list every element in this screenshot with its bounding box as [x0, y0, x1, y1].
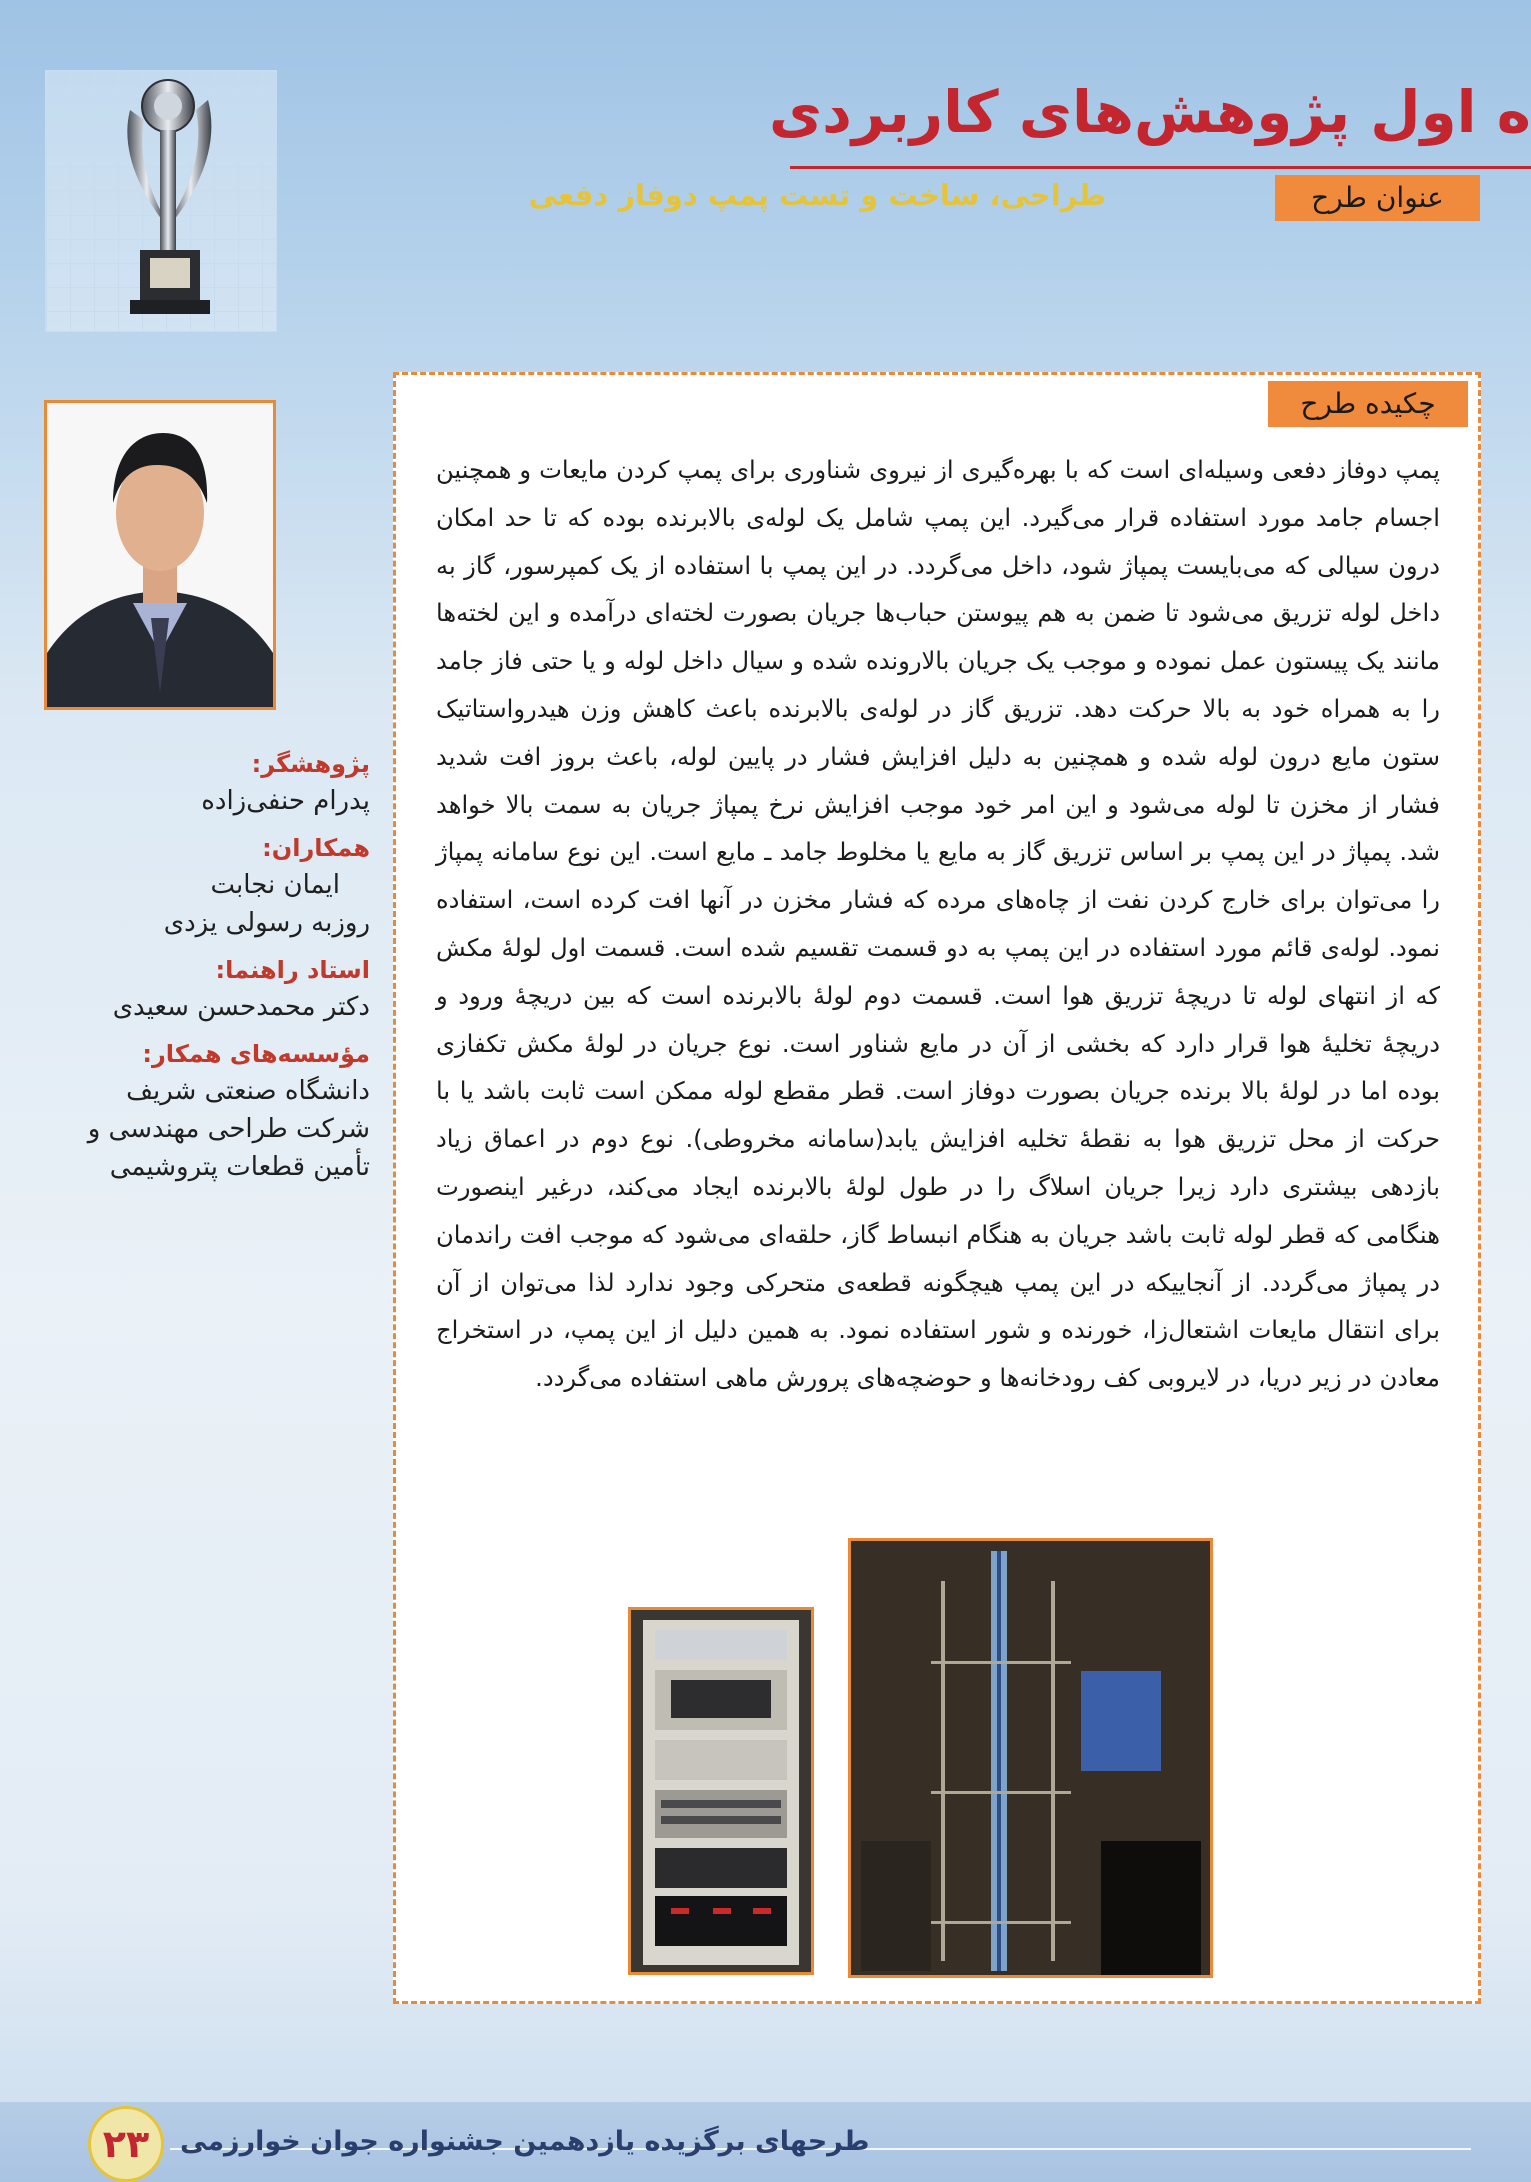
researcher-photo	[44, 400, 276, 710]
institution-name: دانشگاه صنعتی شریف	[126, 1076, 370, 1106]
pump-test-rig-photo	[848, 1538, 1213, 1978]
abstract-label: چکیده طرح	[1268, 381, 1468, 427]
institution-name: شرکت طراحی مهندسی و	[87, 1114, 370, 1144]
advisor-name: دکتر محمدحسن سعیدی	[112, 992, 370, 1022]
collaborator-name: روزبه رسولی یزدی	[163, 908, 370, 938]
institution-name: تأمین قطعات پتروشیمی	[109, 1152, 370, 1182]
page-heading: ه اول پژوهش‌های کاربردی	[768, 78, 1531, 146]
advisor-label: استاد راهنما:	[215, 956, 370, 984]
researcher-name: پدرام حنفی‌زاده	[201, 786, 370, 816]
researcher-block	[40, 750, 370, 820]
institutions-label: مؤسسه‌های همکار:	[142, 1040, 370, 1068]
project-title: طراحی، ساخت و تست پمپ دوفاز دفعی	[528, 178, 1106, 212]
collaborators-block	[40, 834, 370, 942]
institutions-block	[40, 1040, 370, 1186]
control-cabinet-photo	[628, 1607, 814, 1975]
researcher-label: پژوهشگر:	[251, 750, 370, 778]
footer-title: طرحهای برگزیده یازدهمین جشنواره جوان خوارزمی	[180, 2126, 870, 2157]
advisor-block	[40, 956, 370, 1026]
collaborator-name: ایمان نجابت	[210, 870, 340, 900]
collaborators-label: همکاران:	[262, 834, 370, 862]
page-number: ۲۳	[88, 2106, 164, 2182]
heading-rule	[790, 166, 1531, 169]
project-title-label: عنوان طرح	[1275, 175, 1480, 221]
trophy-icon	[100, 70, 240, 335]
abstract-text: پمپ دوفاز دفعی وسیله‌ای است که با بهره‌گیری از نیروی شناوری برای پمپ کردن مایعات و همچنین اجسام جامد مورد استفاده قرار می‌گیرد. این پمپ شامل یک لوله‌ی بالابرنده بوده که تا حد امکان درون سیالی که می‌بایست پمپاژ شود، داخل می‌گردد. در این پمپ با استفاده از یک کمپرسور، گاز به داخل لوله تزریق می‌شود تا ضمن به هم پیوستن حباب‌ها جریان بصورت لخته‌ای درآمده و این لخته‌ها مانند یک پیستون عمل نموده و موجب یک جریان بالارونده شده و سیال داخل لوله و یا حتی فاز جامد را به همراه خود به بالا حرکت دهد. تزریق گاز در لوله‌ی بالابرنده باعث کاهش وزن هیدرواستاتیک ستون مایع درون لوله شده و همچنین به دلیل افزایش فشار در پایین لوله، باعث بروز افت شدید فشار از مخزن تا لوله می‌شود و این امر خود موجب افزایش نرخ پمپاژ جریان به سمت بالا خواهد شد. پمپاژ در این پمپ بر اساس تزریق گاز به مایع یا مخلوط جامد ـ مایع است. این نوع سامانه پمپاژ را می‌توان برای خارج کردن نفت از چاه‌های مرده که فشار مخزن در آنها افت کرده است، استفاده نمود. لوله‌ی قائم مورد استفاده در این پمپ به دو قسمت تقسیم شده است. قسمت اول لولهٔ مکش که از انتهای لوله تا دریچهٔ تزریق هوا است. قسمت دوم لولهٔ بالابرنده است که بین دریچهٔ ورود و دریچهٔ تخلیهٔ هوا قرار دارد که بخشی از آن در مایع شناور است. نوع جریان در لولهٔ مکش تکفازی بوده اما در لولهٔ بالا برنده جریان بصورت دوفاز است. قطر مقطع لوله ممکن است ثابت باشد یا با حرکت از محل تزریق هوا به نقطهٔ تخلیه افزایش یابد(سامانه مخروطی). نوع دوم در اعماق زیاد بازدهی بیشتری دارد زیرا جریان اسلاگ را در طول لولهٔ بالابرنده ایجاد می‌کند، درغیر اینصورت هنگامی که قطر لوله ثابت باشد جریان به هنگام انبساط گاز، حلقه‌ای می‌شود که موجب افت راندمان در پمپاژ می‌گردد. از آنجاییکه در این پمپ هیچگونه قطعه‌ی متحرکی وجود ندارد لذا می‌توان از آن برای انتقال مایعات اشتعال‌زا، خورنده و شور استفاده نمود. به همین دلیل از این پمپ، در استخراج معادن در زیر دریا، در لایروبی کف رودخانه‌ها و حوضچه‌های پرورش ماهی استفاده می‌گردد.	[436, 456, 1440, 1393]
project-credits	[40, 750, 370, 1200]
